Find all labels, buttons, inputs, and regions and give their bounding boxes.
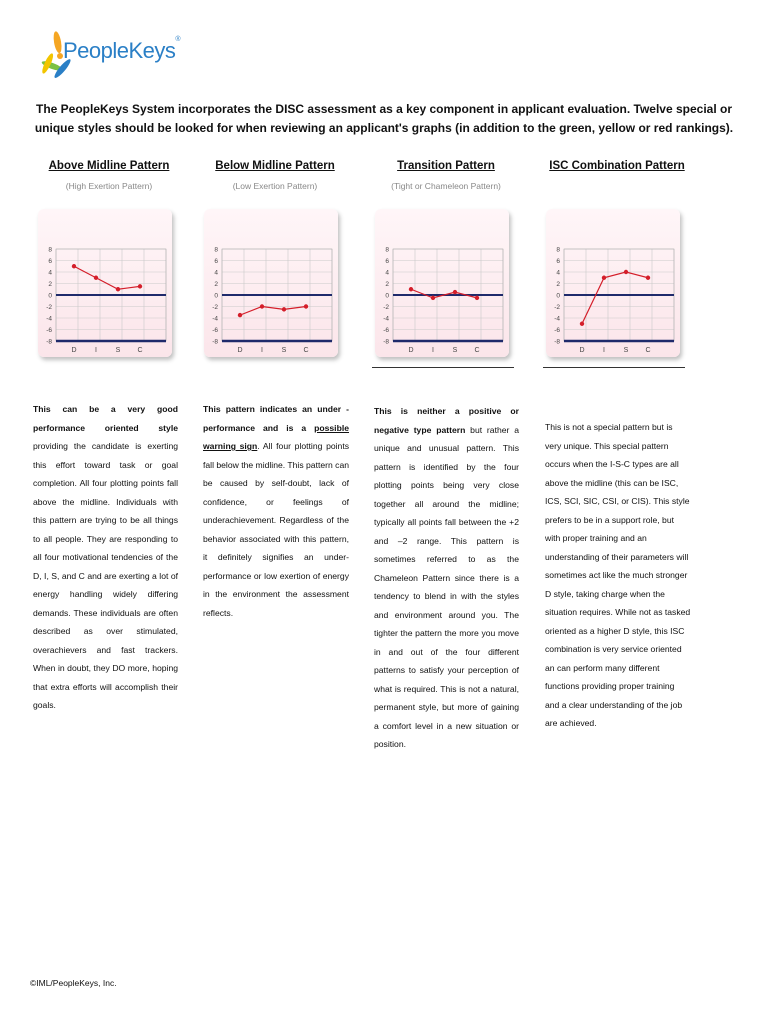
x-tick-label: S <box>623 347 629 354</box>
data-point <box>260 304 264 308</box>
y-tick-label: -4 <box>554 315 560 323</box>
x-tick-label: D <box>579 347 585 354</box>
y-tick-label: 2 <box>48 281 52 288</box>
x-tick-label: D <box>408 347 414 354</box>
x-tick-label: S <box>115 347 121 354</box>
disc-graph <box>38 209 172 357</box>
x-tick-label: I <box>432 347 434 354</box>
pattern-title: Above Midline Pattern <box>48 160 170 172</box>
y-tick-label: 8 <box>48 246 52 254</box>
description-isc-combination <box>545 418 691 733</box>
x-tick-label: S <box>281 347 287 354</box>
divider-rule <box>372 367 514 368</box>
y-tick-label: 0 <box>214 292 218 300</box>
data-point <box>453 290 457 294</box>
disc-graph-card <box>375 209 509 357</box>
x-tick-label: I <box>603 347 605 354</box>
y-tick-label: -2 <box>212 304 218 311</box>
y-tick-label: -4 <box>383 315 389 323</box>
description-above-midline <box>33 400 178 715</box>
data-point <box>646 276 650 280</box>
y-tick-label: -6 <box>212 327 218 334</box>
y-tick-label: 6 <box>385 258 389 265</box>
column-isc-combination <box>543 160 691 368</box>
y-tick-label: 2 <box>385 281 389 288</box>
disc-graph-card <box>204 209 338 357</box>
y-tick-label: 6 <box>48 258 52 265</box>
x-tick-label: I <box>95 347 97 354</box>
y-tick-label: -2 <box>46 304 52 311</box>
data-point <box>409 287 413 291</box>
data-point <box>238 313 242 317</box>
y-tick-label: 0 <box>556 292 560 300</box>
y-tick-label: 4 <box>48 269 52 277</box>
y-tick-label: 4 <box>385 269 389 277</box>
desc-bold: This is neither a positive or negative type pattern <box>374 406 519 435</box>
pattern-subtitle: (High Exertion Pattern) <box>65 181 153 191</box>
data-point <box>431 296 435 300</box>
desc-text: . All four plotting points fall below the midline. This pattern can be caused by self-doubt, lack of confidence, or feelings of underachievement. Regardless of the behavior associated with this pattern, it definitely signifies an under-performance or low exertion of energy in the environment the assessment reflects. <box>203 441 350 618</box>
pattern-title: Below Midline Pattern <box>215 160 335 172</box>
y-tick-label: -8 <box>46 338 52 346</box>
y-tick-label: -2 <box>554 304 560 311</box>
trademark: ® <box>175 36 181 43</box>
data-point <box>602 276 606 280</box>
x-tick-label: S <box>452 347 458 354</box>
disc-graph <box>375 209 509 357</box>
column-below-midline <box>201 160 349 357</box>
x-tick-label: C <box>474 347 480 354</box>
data-point <box>580 322 584 326</box>
desc-text: providing the candidate is exerting this effort toward task or goal completion. All four plotting points fall above the midline. Individuals with this pattern are trying to be all things to all people. They are responding to all four motivational tendencies of the D, I, S, and C and are exerting a lot of energy handling widely differing demands. These individuals are often described as over stimulated, overachievers and fast trackers. When in doubt, they DO more, hoping that extra efforts will accomplish their goals. <box>33 441 178 710</box>
y-tick-label: 6 <box>214 258 218 265</box>
disc-graph-card <box>38 209 172 357</box>
disc-graph <box>204 209 338 357</box>
data-point <box>138 284 142 288</box>
y-tick-label: 4 <box>556 269 560 277</box>
series-line <box>240 307 306 316</box>
y-tick-label: -4 <box>212 315 218 323</box>
y-tick-label: 8 <box>385 246 389 254</box>
desc-bold: This can be a very good performance oriented style <box>33 404 178 433</box>
data-point <box>475 296 479 300</box>
data-point <box>116 287 120 291</box>
y-tick-label: -8 <box>212 338 218 346</box>
disc-graph-card <box>546 209 680 357</box>
brand-name: PeopleKeys <box>63 38 176 63</box>
copyright-footer: ©IML/PeopleKeys, Inc. <box>30 978 117 988</box>
y-tick-label: 8 <box>214 246 218 254</box>
x-tick-label: D <box>71 347 77 354</box>
y-tick-label: -4 <box>46 315 52 323</box>
pattern-subtitle: (Tight or Chameleon Pattern) <box>391 181 501 191</box>
desc-warning: possible warning sign <box>203 422 349 451</box>
data-point <box>72 264 76 268</box>
y-tick-label: 8 <box>556 246 560 254</box>
x-tick-label: C <box>645 347 651 354</box>
y-tick-label: -2 <box>383 304 389 311</box>
description-below-midline <box>203 400 349 622</box>
column-transition <box>372 160 520 368</box>
data-point <box>624 270 628 274</box>
column-above-midline <box>35 160 183 357</box>
y-tick-label: -6 <box>554 327 560 334</box>
disc-graph <box>546 209 680 357</box>
divider-rule <box>543 367 685 368</box>
pattern-subtitle <box>543 181 691 193</box>
x-tick-label: D <box>237 347 243 354</box>
data-point <box>282 307 286 311</box>
y-tick-label: 2 <box>556 281 560 288</box>
desc-text: This is not a special pattern but is very unique. This special pattern occurs when the I-S-C types are all above the midline (this can be ISC, ICS, SCI, SIC, CSI, or CIS). This style prefers to be in a support role, but with proper training and an understanding of their parameters will sometimes act like the much stronger D style, taking charge when the situation requires. While not as tasked oriented as a higher D style, this ISC combination is very service oriented an can perform many different functions providing proper training and a clear understanding of the job are achieved. <box>545 422 691 728</box>
y-tick-label: -6 <box>46 327 52 334</box>
series-line <box>74 266 140 289</box>
desc-bold: This pattern indicates an under - performance and is a <box>203 404 349 433</box>
y-tick-label: 6 <box>556 258 560 265</box>
pattern-title: Transition Pattern <box>397 160 495 172</box>
pattern-subtitle: (Low Exertion Pattern) <box>232 181 318 191</box>
y-tick-label: 4 <box>214 269 218 277</box>
series-line <box>411 289 477 298</box>
y-tick-label: -8 <box>554 338 560 346</box>
series-line <box>582 272 648 324</box>
description-transition <box>374 402 519 754</box>
pattern-title: ISC Combination Pattern <box>549 160 685 172</box>
desc-text: but rather a unique and unusual pattern. This pattern is identified by the four plotting points being very close together all around the midline; typically all points fall between the +2 and –2 range. This pattern is sometimes referred to as the Chameleon Pattern since there is a tendency to blend in with the styles and environment around you. The tighter the pattern the more you move in and out of the four different patterns to satisfy your perception of what is required. This is not a natural, permanent style, but more of gaining a comfort level in a new situation or position. <box>374 424 519 749</box>
data-point <box>94 276 98 280</box>
x-tick-label: I <box>261 347 263 354</box>
y-tick-label: 0 <box>48 292 52 300</box>
x-tick-label: C <box>303 347 309 354</box>
y-tick-label: -8 <box>383 338 389 346</box>
y-tick-label: -6 <box>383 327 389 334</box>
y-tick-label: 0 <box>385 292 389 300</box>
logo-text <box>63 38 180 64</box>
intro-text: The PeopleKeys System incorporates the DISC assessment as a key component in applicant evaluation. Twelve special or unique styles should be looked for when reviewing an applicant's graphs (in addition to the green, yellow or red rankings). <box>34 102 734 135</box>
x-tick-label: C <box>137 347 143 354</box>
data-point <box>304 304 308 308</box>
y-tick-label: 2 <box>214 281 218 288</box>
